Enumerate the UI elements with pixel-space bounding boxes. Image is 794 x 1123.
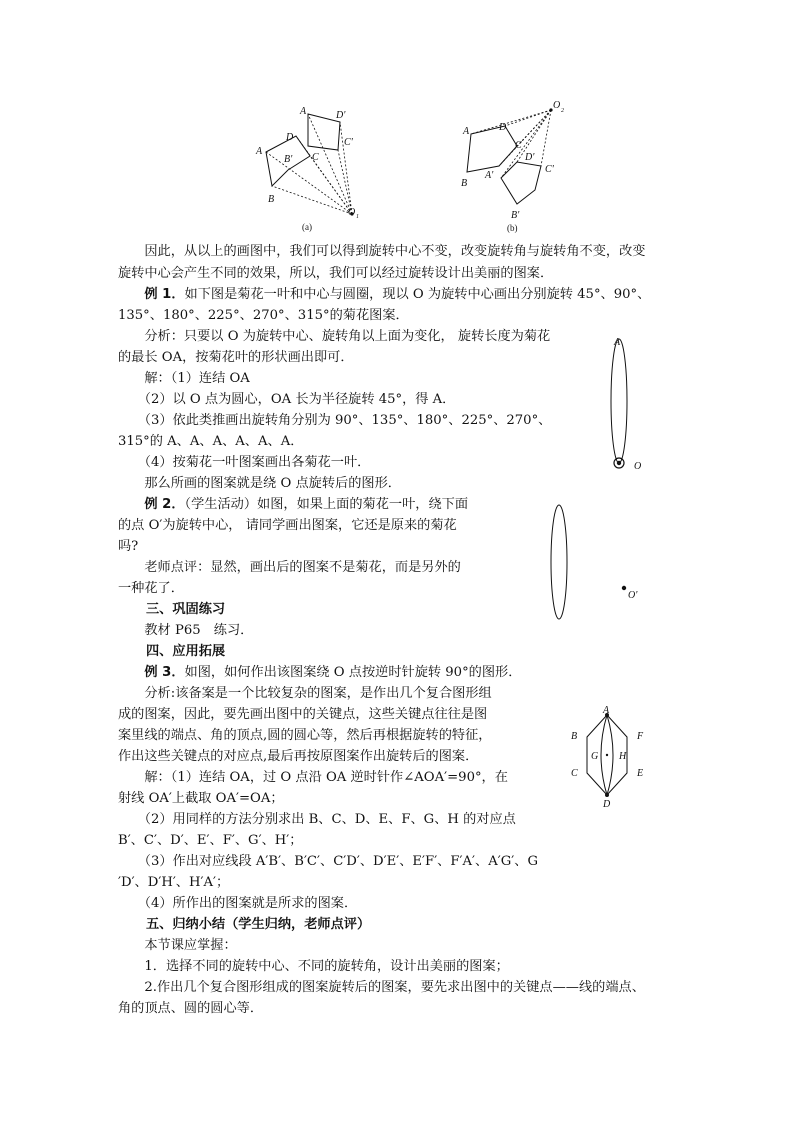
example-1-label: 例 1． bbox=[144, 287, 185, 302]
text-line: 老师点评：显然，画出后的图案不是菊花，而是另外的 bbox=[118, 560, 461, 575]
label-o2-sub: 2 bbox=[561, 108, 564, 114]
hexagon-figure bbox=[565, 703, 660, 808]
label-d: D bbox=[286, 132, 294, 143]
label-c: C bbox=[515, 140, 522, 151]
text-line: 2.作出几个复合图形组成的图案旋转后的图案，要先求出图中的关键点——线的端点、 bbox=[118, 980, 645, 995]
section-heading-3: 三、巩固练习 bbox=[146, 602, 226, 617]
section-heading-4: 四、应用拓展 bbox=[146, 644, 226, 659]
label-o: O bbox=[348, 207, 356, 218]
caption-a: (a) bbox=[302, 222, 312, 232]
text-line: 案里线的端点、角的顶点,圆的圆心等，然后再根据旋转的特征， bbox=[118, 728, 492, 743]
flower-leaf-figure bbox=[600, 335, 660, 475]
text-line bbox=[118, 287, 650, 303]
label-a-prime: A' bbox=[485, 170, 494, 181]
text-line: 315°的 A、A、A、A、A、A． bbox=[118, 434, 304, 449]
leaf-ellipse-2 bbox=[551, 505, 567, 619]
label-o-sub: 1 bbox=[356, 214, 359, 220]
label-a: A bbox=[300, 106, 307, 117]
text-line: 射线 OA′上截取 OA′=OA； bbox=[118, 791, 284, 806]
text-line: 角的顶点、圆的圆心等． bbox=[118, 1001, 264, 1016]
text-line: 分析:该备案是一个比较复杂的图案，是作出几个复合图形组 bbox=[118, 686, 492, 701]
example-1-text: 如下图是菊花一叶和中心与圆圈，现以 O 为旋转中心画出分别旋转 45°、90°、 bbox=[184, 287, 651, 302]
text-line: 解：（1）连结 OA，过 O 点沿 OA 逆时针作∠AOA′=90°，在 bbox=[118, 770, 508, 785]
text-line: （3）依此类推画出旋转角分别为 90°、135°、180°、225°、270°、 bbox=[118, 413, 552, 428]
text-line: （2）用同样的方法分别求出 B、C、D、E、F、G、H 的对应点 bbox=[118, 812, 516, 827]
label-a: A bbox=[603, 705, 610, 716]
text-line: 1．选择不同的旋转中心、不同的旋转角，设计出美丽的图案； bbox=[118, 959, 509, 974]
label-o2: O bbox=[553, 100, 561, 111]
section-heading-5: 五、归纳小结（学生归纳，老师点评） bbox=[146, 917, 371, 932]
text-line bbox=[118, 497, 468, 513]
label-b-prime: B' bbox=[284, 154, 293, 165]
label-c-prime: C' bbox=[545, 164, 554, 175]
label-d: D bbox=[603, 799, 611, 808]
label-c: C bbox=[571, 768, 578, 779]
label-f: F bbox=[637, 731, 644, 742]
text-line: 作出这些关键点的对应点,最后再按原图案作出旋转后的图案． bbox=[118, 749, 479, 764]
label-e: E bbox=[637, 768, 644, 779]
text-line: 因此，从以上的画图中，我们可以得到旋转中心不变，改变旋转角与旋转角不变，改变 bbox=[118, 244, 646, 259]
label-c-prime: C' bbox=[344, 137, 353, 148]
text-line: 解：（1）连结 OA bbox=[118, 371, 250, 386]
pentagon-b bbox=[467, 126, 517, 172]
label-c: C bbox=[312, 152, 319, 163]
text-line: 分析：只要以 O 为旋转中心、旋转角以上面为变化， 旋转长度为菊花 bbox=[118, 329, 551, 344]
example-3-label: 例 3． bbox=[144, 665, 185, 680]
flower-leaf-figure-2 bbox=[540, 500, 650, 625]
label-b: B bbox=[268, 194, 275, 205]
example-3-text: 如图，如何作出该图案绕 O 点按逆时针旋转 90°的图形． bbox=[184, 665, 522, 680]
text-line: 那么所画的图案就是绕 O 点旋转后的图形． bbox=[118, 476, 401, 491]
text-line: 135°、180°、225°、270°、315°的菊花图案． bbox=[118, 308, 409, 323]
text-line: 一种花了． bbox=[118, 581, 184, 596]
text-line: 吗? bbox=[118, 539, 139, 554]
text-line: 教材 P65 练习． bbox=[118, 623, 254, 638]
text-line: 本节课应掌握： bbox=[118, 938, 237, 953]
label-b: B bbox=[461, 178, 468, 189]
label-b-prime: B' bbox=[511, 210, 520, 221]
text-line: 旋转中心会产生不同的效果，所以，我们可以经过旋转设计出美丽的图案． bbox=[118, 266, 554, 281]
text-line: （3）作出对应线段 A′B′、B′C′、C′D′、D′E′、E′F′、F′A′、A′G′、G bbox=[118, 854, 538, 869]
leaf-ellipse bbox=[611, 339, 627, 463]
label-h: H bbox=[619, 751, 627, 762]
point-o bbox=[606, 754, 608, 756]
text-line: B′、C′、D′、E′、F′、G′、H′； bbox=[118, 833, 303, 848]
example-2-text: （学生活动）如图，如果上面的菊花一叶，绕下面 bbox=[184, 497, 469, 512]
label-d-prime: D' bbox=[336, 110, 346, 121]
center-point-o bbox=[617, 461, 621, 465]
label-g: G bbox=[591, 751, 599, 762]
label-a: A bbox=[614, 337, 621, 348]
pentagon-prime-b bbox=[501, 162, 541, 204]
label-o: O bbox=[634, 461, 642, 472]
label-d-prime: D' bbox=[525, 152, 535, 163]
text-line: （2）以 O 点为圆心，OA 长为半径旋转 45°，得 A． bbox=[118, 392, 456, 407]
point-d bbox=[605, 793, 609, 797]
text-line: 的最长 OA，按菊花叶的形状画出即可． bbox=[118, 350, 354, 365]
text-line: （4）按菊花一叶图案画出各菊花一叶． bbox=[118, 455, 371, 470]
label-b: B bbox=[571, 731, 578, 742]
label-d: D bbox=[499, 122, 507, 133]
label-o-prime: O' bbox=[628, 590, 638, 601]
example-2-label: 例 2． bbox=[144, 497, 185, 512]
caption-b: (b) bbox=[507, 223, 518, 233]
text-line bbox=[118, 665, 521, 681]
text-line: （4）所作出的图案就是所求的图案． bbox=[118, 896, 358, 911]
center-point-o-prime bbox=[622, 586, 626, 590]
text-line: 的点 O′为旋转中心， 请同学画出图案，它还是原来的菊花 bbox=[118, 518, 457, 533]
text-line: 成的图案，因此，要先画出图中的关键点，这些关键点往往是图 bbox=[118, 707, 488, 722]
rotation-figure-a bbox=[250, 100, 370, 235]
text-line: ′D′、D′H′、H′A′； bbox=[118, 875, 230, 890]
rotation-figure-b bbox=[455, 96, 585, 235]
label-a2: A bbox=[256, 146, 263, 157]
label-a: A bbox=[463, 126, 470, 137]
